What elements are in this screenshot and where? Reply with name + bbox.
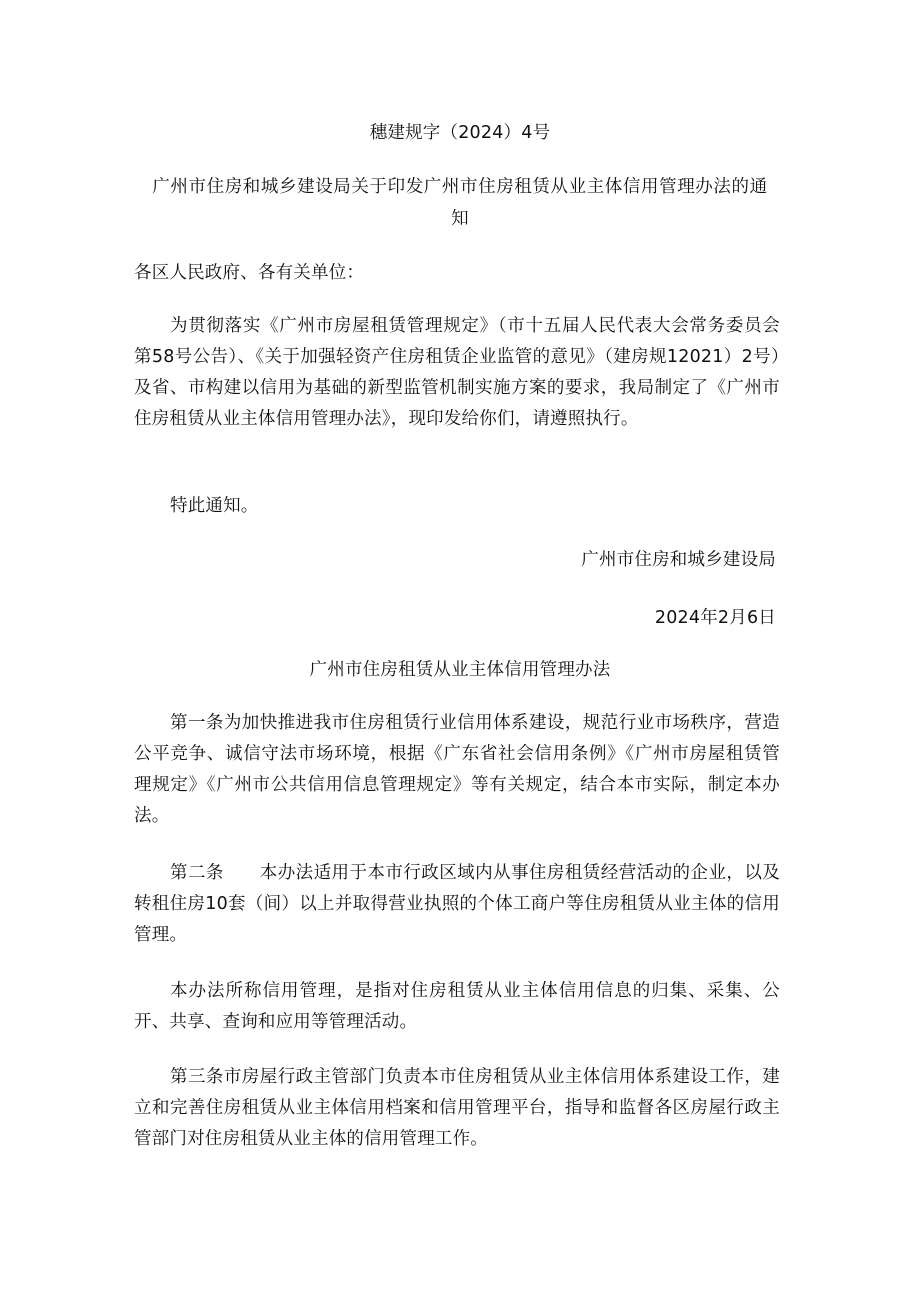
measures-title: 广州市住房租赁从业主体信用管理办法 bbox=[309, 660, 611, 680]
intro-paragraph: 为贯彻落实《广州市房屋租赁管理规定》（市十五届人民代表大会常务委员会第58号公告）、《关于加强轻资产住房租赁企业监管的意见》（建房规12021）2号）及省、市构建以信用为基础的新型监管机制实施方案的要求，我局制定了《广州市住房租赁从业主体信用管理办法》，现印发给你们，请遵照执行。 bbox=[134, 316, 780, 429]
document-number: 穗建规字（2024）4号 bbox=[369, 123, 551, 143]
issuer-signature: 广州市住房和城乡建设局 bbox=[581, 550, 776, 570]
addressee: 各区人民政府、各有关单位： bbox=[134, 263, 365, 283]
issue-date: 2024年2月6日 bbox=[654, 608, 776, 628]
article-2-note: 本办法所称信用管理，是指对住房租赁从业主体信用信息的归集、采集、公开、共享、查询和应用等管理活动。 bbox=[134, 981, 780, 1032]
document-title-line-2: 知 bbox=[451, 209, 469, 229]
closing-text: 特此通知。 bbox=[170, 496, 259, 516]
article-1: 第一条为加快推进我市住房租赁行业信用体系建设，规范行业市场秩序，营造公平竞争、诚信守法市场环境，根据《广东省社会信用条例》《广州市房屋租赁管理规定》《广州市公共信用信息管理规定》等有关规定，结合本市实际，制定本办法。 bbox=[134, 713, 780, 826]
document-title-line-1: 广州市住房和城乡建设局关于印发广州市住房租赁从业主体信用管理办法的通 bbox=[152, 177, 768, 197]
article-2: 第二条 本办法适用于本市行政区域内从事住房租赁经营活动的企业，以及转租住房10套（间）以上并取得营业执照的个体工商户等住房租赁从业主体的信用管理。 bbox=[134, 863, 780, 945]
article-3: 第三条市房屋行政主管部门负责本市住房租赁从业主体信用体系建设工作，建立和完善住房租赁从业主体信用档案和信用管理平台，指导和监督各区房屋行政主管部门对住房租赁从业主体的信用管理工作。 bbox=[134, 1067, 780, 1149]
